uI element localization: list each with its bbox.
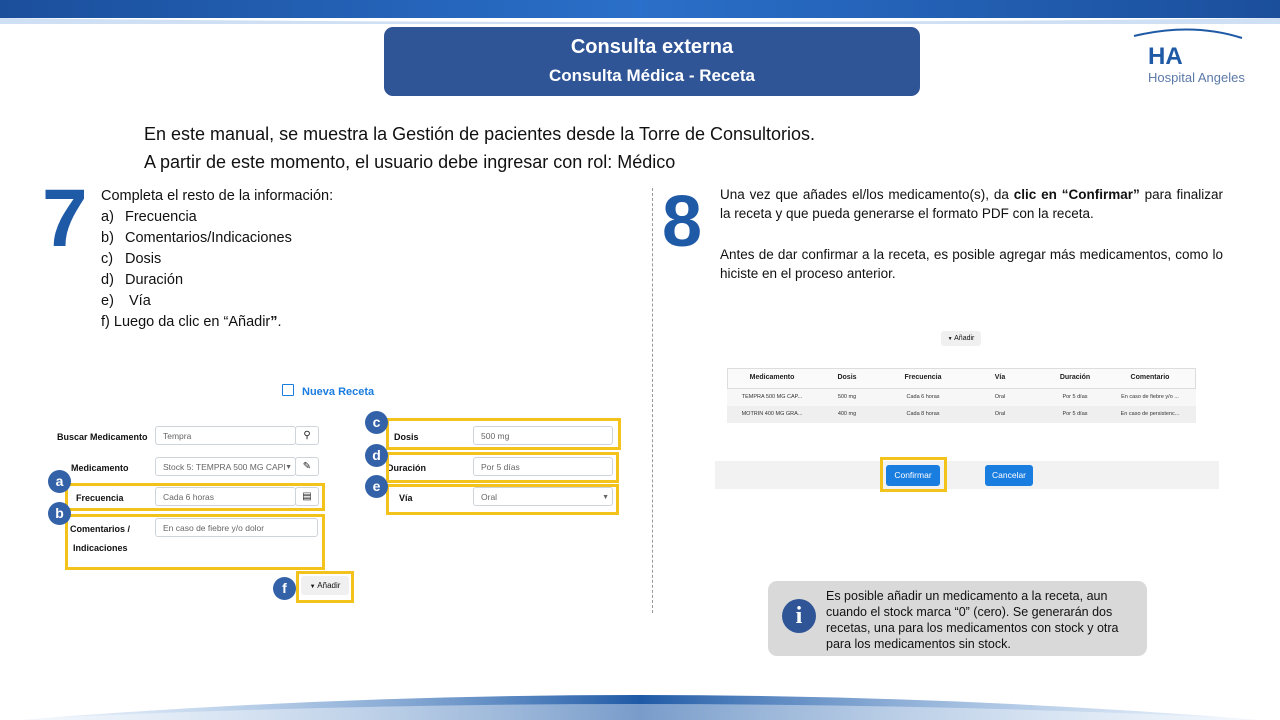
top-decorative-band xyxy=(0,0,1280,24)
chevron-down-icon: ▼ xyxy=(309,584,316,590)
frecuencia-input[interactable]: Cada 6 horas xyxy=(155,487,296,506)
highlight-via xyxy=(386,484,619,515)
title-box xyxy=(384,27,920,96)
step-7-instructions xyxy=(101,186,481,333)
badge-c: c xyxy=(365,411,388,434)
frecuencia-label: Frecuencia xyxy=(76,493,124,503)
info-note xyxy=(768,581,1147,656)
table-cell: En caso de fiebre y/o ... xyxy=(1121,394,1179,400)
logo-mark-icon xyxy=(1132,26,1252,70)
step-7-number: 7 xyxy=(42,173,88,264)
col-frecuencia: Frecuencia xyxy=(904,374,942,381)
search-button[interactable] xyxy=(295,426,319,445)
table-cell: 400 mg xyxy=(837,411,857,417)
column-divider xyxy=(652,188,653,613)
highlight-duracion xyxy=(386,452,619,483)
badge-b: b xyxy=(48,502,71,525)
table-footer-bar xyxy=(715,461,1219,489)
via-select[interactable]: Oral ▼ xyxy=(473,487,613,506)
table-cell: Cada 8 horas xyxy=(906,411,940,417)
step-7-item-b: b) Comentarios/Indicaciones xyxy=(101,230,292,246)
intro-line-2: A partir de este momento, el usuario debe ingresar con rol: Médico xyxy=(144,152,676,172)
badge-e: e xyxy=(365,475,388,498)
page-title: Consulta externa xyxy=(570,36,734,58)
intro-line-1: En este manual, se muestra la Gestión de pacientes desde la Torre de Consultorios. xyxy=(144,124,816,144)
search-icon: ⚲ xyxy=(303,430,311,441)
step-7-item-a: a) Frecuencia xyxy=(101,209,197,225)
col-duracion: Duración xyxy=(1059,374,1091,381)
col-comentario: Comentario xyxy=(1130,374,1170,381)
buscar-medicamento-label: Buscar Medicamento xyxy=(57,432,148,442)
badge-a: a xyxy=(48,470,71,493)
step-7-item-d: d) Duración xyxy=(101,272,184,288)
duracion-label: Duración xyxy=(387,463,427,473)
info-icon: i xyxy=(782,599,816,633)
chevron-down-icon: ▼ xyxy=(285,464,292,471)
table-cell: Por 5 días xyxy=(1062,394,1088,400)
chevron-down-icon: ▼ xyxy=(602,494,609,501)
step-7-item-f: f) Luego da clic en “Añadir”. xyxy=(101,314,282,330)
comentarios-label-1: Comentarios / xyxy=(70,524,131,534)
step-8-number: 8 xyxy=(662,182,703,262)
table-cell: TEMPRA 500 MG CAP... xyxy=(741,394,803,400)
table-cell: Cada 6 horas xyxy=(906,394,940,400)
anadir-button[interactable]: ▼ Añadir xyxy=(301,576,349,595)
highlight-anadir xyxy=(296,571,354,603)
comentarios-label-2: Indicaciones xyxy=(73,543,128,553)
nueva-receta-header: Nueva Receta xyxy=(282,384,374,398)
col-via: Vía xyxy=(994,374,1006,381)
col-medicamento: Medicamento xyxy=(749,374,795,381)
info-note-text: Es posible añadir un medicamento a la receta, aun cuando el stock marca “0” (cero). Se generarán dos recetas, una para los medicamentos con stock y otra para los medicamentos sin stock. xyxy=(826,589,1119,651)
step-8-paragraph-2: Antes de dar confirmar a la receta, es posible agregar más medicamentos, como lo hiciste en el proceso anterior. xyxy=(720,247,1223,281)
table-cell: Oral xyxy=(994,394,1006,400)
chevron-down-icon: ▼ xyxy=(947,336,953,342)
table-cell: Oral xyxy=(994,411,1006,417)
dosis-label: Dosis xyxy=(394,432,419,442)
medicamento-select[interactable]: Stock 5: TEMPRA 500 MG CAPI ▼ xyxy=(155,457,296,476)
highlight-dosis xyxy=(386,418,621,450)
hospital-logo xyxy=(1132,26,1252,88)
bottom-decorative-swoosh xyxy=(0,660,1280,720)
duracion-input[interactable]: Por 5 días xyxy=(473,457,613,476)
book-icon: ▤ xyxy=(302,491,312,502)
badge-f: f xyxy=(273,577,296,600)
step-7-item-c: c) Dosis xyxy=(101,251,162,267)
table-anadir-button[interactable]: ▼ Añadir xyxy=(941,331,981,346)
buscar-medicamento-input[interactable]: Tempra xyxy=(155,426,296,445)
pencil-icon: ✎ xyxy=(302,461,312,472)
cancelar-button[interactable]: Cancelar xyxy=(985,465,1033,486)
col-dosis: Dosis xyxy=(837,374,857,381)
edit-medicamento-button[interactable] xyxy=(295,457,319,476)
step-8-paragraph-1: Una vez que añades el/los medicamento(s), da clic en “Confirmar” para finalizar la receta y que pueda generarse el formato PDF con la receta. xyxy=(720,187,1224,221)
badge-d: d xyxy=(365,444,388,467)
step-7-item-e: e) Vía xyxy=(101,293,151,309)
svg-text:HA: HA xyxy=(1148,43,1183,70)
edit-icon xyxy=(282,384,294,396)
comentarios-input[interactable]: En caso de fiebre y/o dolor xyxy=(155,518,318,537)
highlight-comentarios xyxy=(65,514,325,570)
medicamento-label: Medicamento xyxy=(71,463,129,473)
step-7-lead: Completa el resto de la información: xyxy=(101,188,334,204)
table-cell: En caso de persistenc... xyxy=(1120,411,1180,417)
via-label: Vía xyxy=(399,493,413,503)
logo-text: Hospital Angeles xyxy=(1148,70,1245,85)
page-subtitle: Consulta Médica - Receta xyxy=(549,66,755,85)
table-cell: 500 mg xyxy=(837,394,857,400)
dosis-input[interactable]: 500 mg xyxy=(473,426,613,445)
table-cell: MOTRIN 400 MG GRA... xyxy=(741,411,803,417)
highlight-frecuencia xyxy=(65,483,325,511)
highlight-confirmar xyxy=(880,457,947,492)
confirmar-button[interactable]: Confirmar xyxy=(886,465,940,486)
table-cell: Por 5 días xyxy=(1062,411,1088,417)
